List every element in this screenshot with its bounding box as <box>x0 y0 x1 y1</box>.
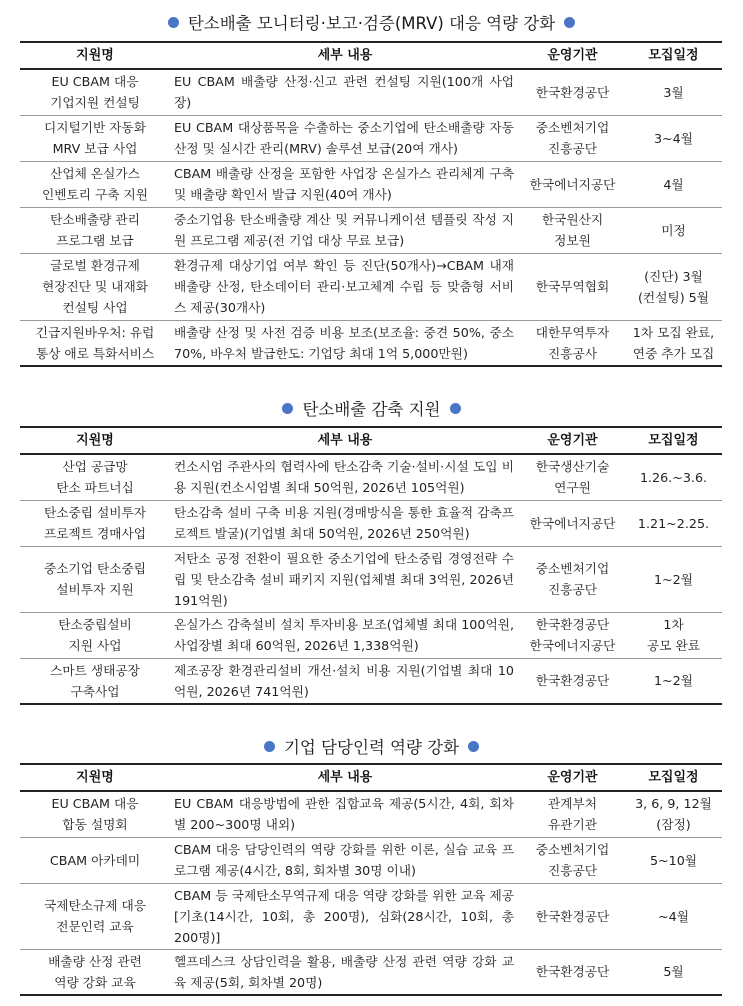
recruit-schedule: (진단) 3월 (컨설팅) 5월 <box>625 253 722 320</box>
column-header-org: 운영기관 <box>520 42 625 69</box>
program-name: 국제탄소규제 대응 전문인력 교육 <box>20 883 170 949</box>
recruit-schedule: 1~2월 <box>625 658 722 704</box>
program-name: 디지털기반 자동화 MRV 보급 사업 <box>20 115 170 161</box>
program-name: 중소기업 탄소중립 설비투자 지원 <box>20 546 170 612</box>
recruit-schedule: 1.26.~3.6. <box>625 454 722 500</box>
recruit-schedule: 미정 <box>625 207 722 253</box>
section-title <box>0 10 743 34</box>
column-header-schedule: 모집일정 <box>625 42 722 69</box>
bullet-dot-icon <box>450 403 461 414</box>
column-header-schedule: 모집일정 <box>625 427 722 454</box>
column-header-detail: 세부 내용 <box>170 42 520 69</box>
recruit-schedule: 5월 <box>625 949 722 995</box>
program-detail: EU CBAM 배출량 산정·신고 관련 컨설팅 지원(100개 사업장) <box>170 69 520 115</box>
program-name: 탄소배출량 관리 프로그램 보급 <box>20 207 170 253</box>
column-header-name: 지원명 <box>20 427 170 454</box>
bullet-dot-icon <box>564 17 575 28</box>
operating-agency: 한국환경공단 <box>520 949 625 995</box>
program-name: 스마트 생태공장 구축사업 <box>20 658 170 704</box>
program-detail: 탄소감축 설비 구축 비용 지원(경매방식을 통한 효율적 감축프로젝트 발굴)(기업별 최대 50억원, 2026년 250억원) <box>170 500 520 546</box>
bullet-dot-icon <box>264 741 275 752</box>
program-detail: EU CBAM 대응방법에 관한 집합교육 제공(5시간, 4회, 회차별 200~300명 내외) <box>170 791 520 837</box>
section-title <box>0 396 743 420</box>
program-detail: 온실가스 감축설비 설치 투자비용 보조(업체별 최대 100억원, 사업장별 최대 60억원, 2026년 1,338억원) <box>170 612 520 658</box>
operating-agency: 한국환경공단 <box>520 883 625 949</box>
recruit-schedule: 3~4월 <box>625 115 722 161</box>
bullet-dot-icon <box>282 403 293 414</box>
recruit-schedule: 3월 <box>625 69 722 115</box>
program-name: 탄소중립 설비투자 프로젝트 경매사업 <box>20 500 170 546</box>
table-row <box>20 546 722 612</box>
operating-agency: 한국환경공단 <box>520 658 625 704</box>
table-row <box>20 837 722 883</box>
program-detail: CBAM 등 국제탄소무역규제 대응 역량 강화를 위한 교육 제공[기초(14시간, 10회, 총 200명), 심화(28시간, 10회, 총 200명)] <box>170 883 520 949</box>
table-row <box>20 161 722 207</box>
program-detail: EU CBAM 대상품목을 수출하는 중소기업에 탄소배출량 자동 산정 및 실시간 관리(MRV) 솔루션 보급(20여 개사) <box>170 115 520 161</box>
program-detail: 중소기업용 탄소배출량 계산 및 커뮤니케이션 템플릿 작성 지원 프로그램 제공(전 기업 대상 무료 보급) <box>170 207 520 253</box>
program-name: EU CBAM 대응 합동 설명회 <box>20 791 170 837</box>
column-header-name: 지원명 <box>20 42 170 69</box>
program-name: 글로벌 환경규제 현장진단 및 내재화 컨설팅 사업 <box>20 253 170 320</box>
program-name: 산업체 온실가스 인벤토리 구축 지원 <box>20 161 170 207</box>
table-row <box>20 949 722 995</box>
table-row <box>20 207 722 253</box>
program-detail: 배출량 산정 및 사전 검증 비용 보조(보조율: 중견 50%, 중소 70%, 바우처 발급한도: 기업당 최대 1억 5,000만원) <box>170 320 520 366</box>
table-row <box>20 500 722 546</box>
column-header-schedule: 모집일정 <box>625 764 722 791</box>
table-row <box>20 115 722 161</box>
table-row <box>20 612 722 658</box>
program-detail: 제조공장 환경관리설비 개선·설치 비용 지원(기업별 최대 10억원, 2026년 741억원) <box>170 658 520 704</box>
program-name: CBAM 아카데미 <box>20 837 170 883</box>
section-title-text: 탄소배출 모니터링·보고·검증(MRV) 대응 역량 강화 <box>187 14 556 33</box>
operating-agency: 한국무역협회 <box>520 253 625 320</box>
table-row <box>20 253 722 320</box>
bullet-dot-icon <box>168 17 179 28</box>
support-table-mrv <box>20 41 722 367</box>
table-row <box>20 791 722 837</box>
operating-agency: 한국환경공단 <box>520 69 625 115</box>
program-detail: CBAM 배출량 산정을 포함한 사업장 온실가스 관리체계 구축 및 배출량 확인서 발급 지원(40여 개사) <box>170 161 520 207</box>
table-row <box>20 658 722 704</box>
support-table-workforce <box>20 763 722 996</box>
recruit-schedule: 5~10월 <box>625 837 722 883</box>
support-table-reduction <box>20 426 722 705</box>
operating-agency: 한국에너지공단 <box>520 161 625 207</box>
program-detail: 헬프데스크 상담인력을 활용, 배출량 산정 관련 역량 강화 교육 제공(5회, 회차별 20명) <box>170 949 520 995</box>
bullet-dot-icon <box>468 741 479 752</box>
column-header-detail: 세부 내용 <box>170 764 520 791</box>
program-detail: 환경규제 대상기업 여부 확인 등 진단(50개사)→CBAM 내재배출량 산정, 탄소데이터 관리·보고체계 수립 등 맞춤형 서비스 제공(30개사) <box>170 253 520 320</box>
operating-agency: 중소벤처기업 진흥공단 <box>520 115 625 161</box>
column-header-name: 지원명 <box>20 764 170 791</box>
program-name: 배출량 산정 관련 역량 강화 교육 <box>20 949 170 995</box>
recruit-schedule: 1.21~2.25. <box>625 500 722 546</box>
recruit-schedule: 1차 공모 완료 <box>625 612 722 658</box>
program-name: 탄소중립설비 지원 사업 <box>20 612 170 658</box>
table-row <box>20 883 722 949</box>
section-title-text: 기업 담당인력 역량 강화 <box>283 738 460 757</box>
program-name: EU CBAM 대응 기업지원 컨설팅 <box>20 69 170 115</box>
program-name: 긴급지원바우처: 유럽 통상 애로 특화서비스 <box>20 320 170 366</box>
column-header-org: 운영기관 <box>520 764 625 791</box>
operating-agency: 한국환경공단 한국에너지공단 <box>520 612 625 658</box>
section-title <box>0 734 743 758</box>
program-detail: 저탄소 공정 전환이 필요한 중소기업에 탄소중립 경영전략 수립 및 탄소감축 설비 패키지 지원(업체별 최대 3억원, 2026년 191억원) <box>170 546 520 612</box>
section-title-text: 탄소배출 감축 지원 <box>302 400 441 419</box>
operating-agency: 중소벤처기업 진흥공단 <box>520 546 625 612</box>
operating-agency: 중소벤처기업 진흥공단 <box>520 837 625 883</box>
column-header-detail: 세부 내용 <box>170 427 520 454</box>
recruit-schedule: 1차 모집 완료, 연중 추가 모집 <box>625 320 722 366</box>
column-header-org: 운영기관 <box>520 427 625 454</box>
table-row <box>20 69 722 115</box>
operating-agency: 대한무역투자 진흥공사 <box>520 320 625 366</box>
operating-agency: 한국에너지공단 <box>520 500 625 546</box>
table-row <box>20 320 722 366</box>
recruit-schedule: 4월 <box>625 161 722 207</box>
program-name: 산업 공급망 탄소 파트너십 <box>20 454 170 500</box>
table-row <box>20 454 722 500</box>
operating-agency: 한국생산기술 연구원 <box>520 454 625 500</box>
recruit-schedule: ~4월 <box>625 883 722 949</box>
recruit-schedule: 1~2월 <box>625 546 722 612</box>
program-detail: 컨소시엄 주관사의 협력사에 탄소감축 기술·설비·시설 도입 비용 지원(컨소시엄별 최대 50억원, 2026년 105억원) <box>170 454 520 500</box>
program-detail: CBAM 대응 담당인력의 역량 강화를 위한 이론, 실습 교육 프로그램 제공(4시간, 8회, 회차별 30명 이내) <box>170 837 520 883</box>
operating-agency: 관계부처 유관기관 <box>520 791 625 837</box>
recruit-schedule: 3, 6, 9, 12월 (잠정) <box>625 791 722 837</box>
operating-agency: 한국원산지 정보원 <box>520 207 625 253</box>
